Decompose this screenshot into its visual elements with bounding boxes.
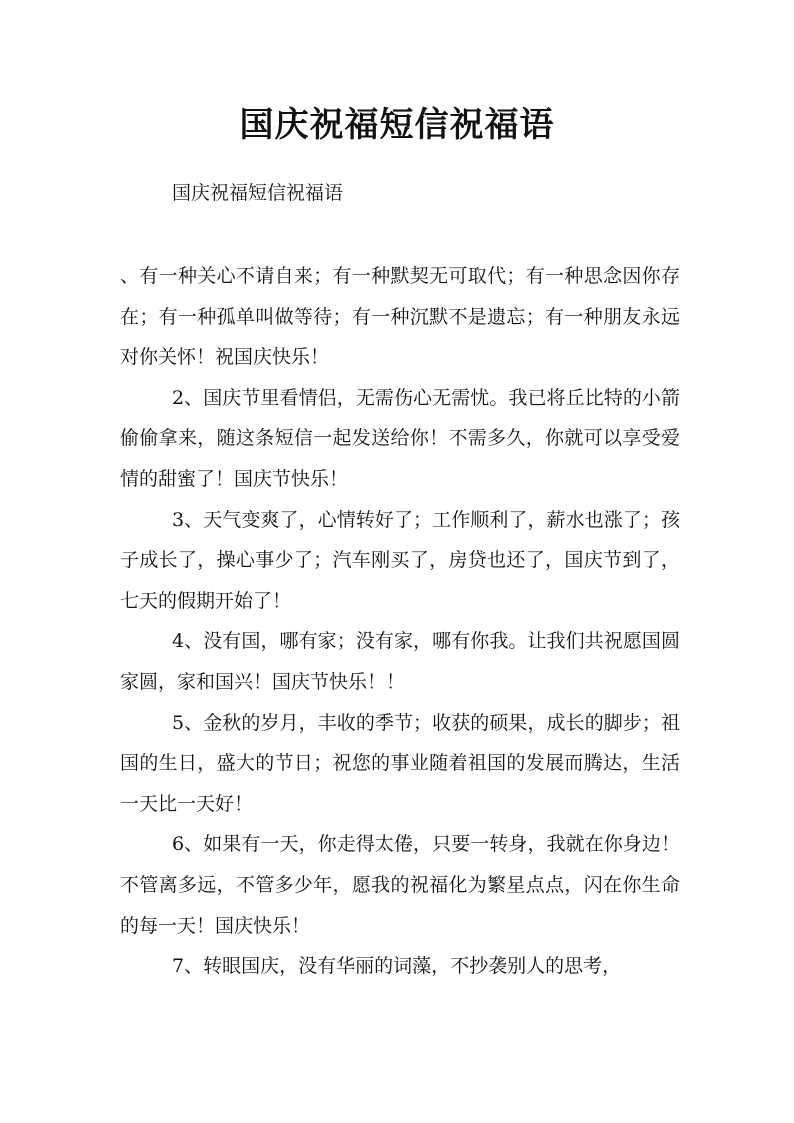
document-body [120, 256, 680, 987]
paragraph-5: 5、金秋的岁月，丰收的季节；收获的硕果，成长的脚步；祖国的生日，盛大的节日；祝您的事业随着祖国的发展而腾达，生活一天比一天好！ [120, 711, 680, 815]
paragraph-2: 2、国庆节里看情侣，无需伤心无需忧。我已将丘比特的小箭偷偷拿来，随这条短信一起发送给你！不需多久，你就可以享受爱情的甜蜜了！国庆节快乐！ [120, 386, 680, 490]
paragraph-3: 3、天气变爽了，心情转好了；工作顺利了，薪水也涨了；孩子成长了，操心事少了；汽车刚买了，房贷也还了，国庆节到了，七天的假期开始了！ [120, 508, 680, 612]
paragraph-4: 4、没有国，哪有家；没有家，哪有你我。让我们共祝愿国圆家圆，家和国兴！国庆节快乐！！ [120, 630, 680, 693]
document-title: 国庆祝福短信祝福语 [239, 105, 555, 145]
paragraph-7: 7、转眼国庆，没有华丽的词藻，不抄袭别人的思考， [172, 955, 622, 978]
document-subtitle: 国庆祝福短信祝福语 [172, 182, 344, 204]
paragraph-6: 6、如果有一天，你走得太倦，只要一转身，我就在你身边！不管离多远，不管多少年，愿我的祝福化为繁星点点，闪在你生命的每一天！国庆快乐！ [120, 833, 680, 937]
paragraph-1: 、有一种关心不请自来；有一种默契无可取代；有一种思念因你存在；有一种孤单叫做等待；有一种沉默不是遗忘；有一种朋友永远对你关怀！祝国庆快乐！ [120, 265, 680, 369]
